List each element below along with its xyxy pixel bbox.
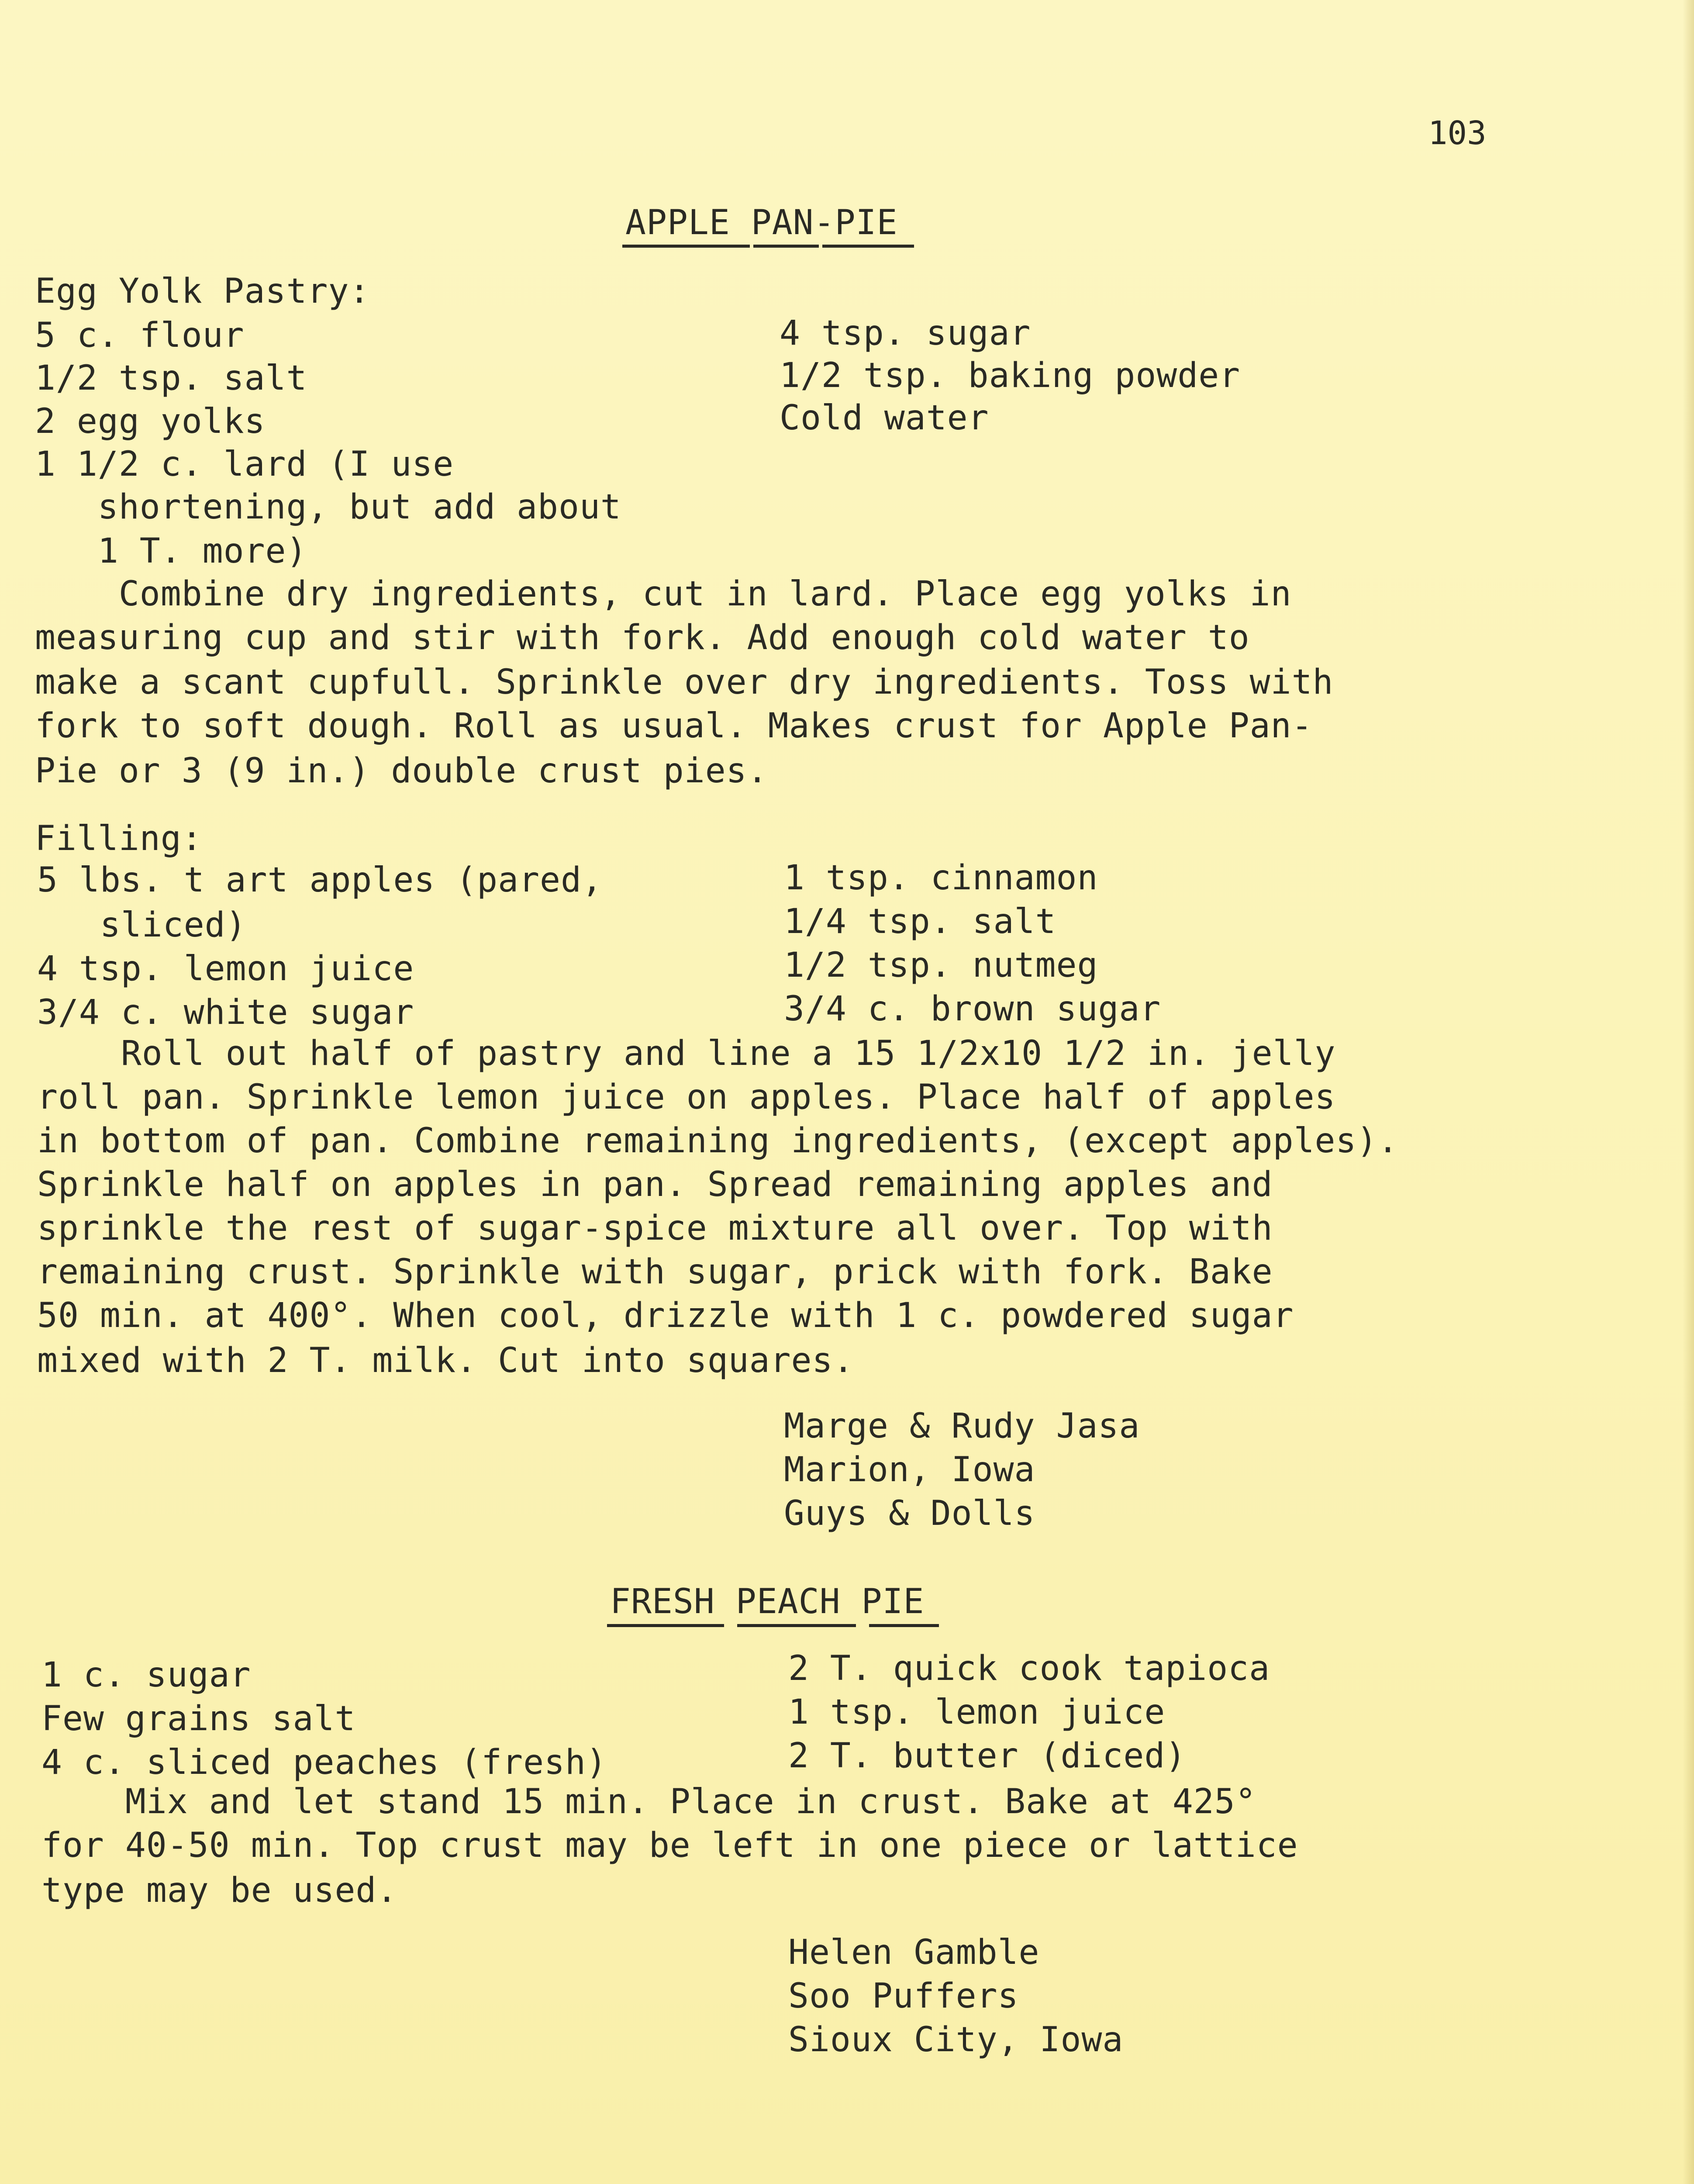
filling-method-line: sprinkle the rest of sugar-spice mixture all over. Top with [37, 1209, 1273, 1248]
fresh-peach-pie-title: FRESH PEACH PIE [610, 1582, 925, 1621]
filling-ingredient: 1/2 tsp. nutmeg [784, 946, 1098, 985]
apple-pan-pie-title: APPLE PAN-PIE [625, 203, 898, 242]
pastry-method-line: measuring cup and stir with fork. Add enough cold water to [35, 618, 1250, 657]
pastry-method-line: fork to soft dough. Roll as usual. Makes crust for Apple Pan- [35, 706, 1313, 746]
pastry-method-line: Pie or 3 (9 in.) double crust pies. [35, 751, 768, 791]
pastry-ingredient: 1 T. more) [35, 532, 307, 571]
peach-ingredient: 4 c. sliced peaches (fresh) [41, 1743, 607, 1782]
filling-method-line: roll pan. Sprinkle lemon juice on apples. Place half of apples [37, 1078, 1336, 1117]
filling-ingredient: 5 lbs. t art apples (pared, [37, 860, 603, 900]
filling-ingredient: sliced) [37, 905, 247, 945]
filling-heading: Filling: [35, 819, 203, 858]
pastry-ingredient: 5 c. flour [35, 316, 245, 355]
filling-method-line: remaining crust. Sprinkle with sugar, prick with fork. Bake [37, 1252, 1273, 1292]
pastry-ingredient: 1/2 tsp. baking powder [780, 356, 1241, 395]
title-underline [622, 245, 750, 248]
title-underline [737, 1624, 856, 1627]
filling-ingredient: 4 tsp. lemon juice [37, 949, 414, 988]
recipe-credit: Marion, Iowa [784, 1450, 1035, 1489]
recipe-credit: Soo Puffers [788, 1977, 1019, 2016]
recipe-credit: Guys & Dolls [784, 1494, 1035, 1533]
title-underline [753, 245, 819, 248]
pastry-ingredient: Cold water [780, 398, 989, 438]
filling-method-line: in bottom of pan. Combine remaining ingredients, (except apples). [37, 1121, 1399, 1161]
filling-ingredient: 1/4 tsp. salt [784, 902, 1056, 941]
peach-ingredient: 2 T. butter (diced) [788, 1736, 1187, 1776]
page-edge-shadow [1683, 0, 1694, 2184]
filling-ingredient: 3/4 c. brown sugar [784, 989, 1161, 1029]
recipe-credit: Helen Gamble [788, 1933, 1040, 1972]
title-underline [822, 245, 914, 248]
pastry-method-line: Combine dry ingredients, cut in lard. Place egg yolks in [35, 574, 1292, 614]
title-underline [869, 1624, 939, 1627]
filling-method-line: 50 min. at 400°. When cool, drizzle with 1 c. powdered sugar [37, 1296, 1294, 1335]
pastry-ingredient: 2 egg yolks [35, 402, 266, 441]
filling-method-line: Sprinkle half on apples in pan. Spread remaining apples and [37, 1165, 1273, 1204]
peach-method-line: type may be used. [41, 1871, 398, 1910]
peach-method-line: Mix and let stand 15 min. Place in crust. Bake at 425° [41, 1782, 1256, 1821]
peach-ingredient: 1 tsp. lemon juice [788, 1693, 1166, 1732]
recipe-credit: Sioux City, Iowa [788, 2020, 1124, 2060]
title-underline [607, 1624, 724, 1627]
pastry-method-line: make a scant cupfull. Sprinkle over dry ingredients. Toss with [35, 663, 1334, 702]
pastry-ingredient: 1 1/2 c. lard (I use [35, 445, 454, 484]
recipe-credit: Marge & Rudy Jasa [784, 1406, 1140, 1446]
filling-method-line: Roll out half of pastry and line a 15 1/2x10 1/2 in. jelly [37, 1034, 1336, 1073]
peach-ingredient: 2 T. quick cook tapioca [788, 1649, 1270, 1688]
pastry-heading: Egg Yolk Pastry: [35, 272, 370, 311]
filling-method-line: mixed with 2 T. milk. Cut into squares. [37, 1341, 854, 1380]
filling-ingredient: 1 tsp. cinnamon [784, 858, 1098, 898]
pastry-ingredient: 1/2 tsp. salt [35, 359, 307, 398]
pastry-ingredient: 4 tsp. sugar [780, 314, 1031, 353]
peach-ingredient: 1 c. sugar [41, 1655, 251, 1695]
pastry-ingredient: shortening, but add about [35, 487, 621, 527]
peach-method-line: for 40-50 min. Top crust may be left in one piece or lattice [41, 1826, 1298, 1865]
filling-ingredient: 3/4 c. white sugar [37, 993, 414, 1032]
peach-ingredient: Few grains salt [41, 1699, 356, 1738]
page-number: 103 [1428, 114, 1487, 152]
